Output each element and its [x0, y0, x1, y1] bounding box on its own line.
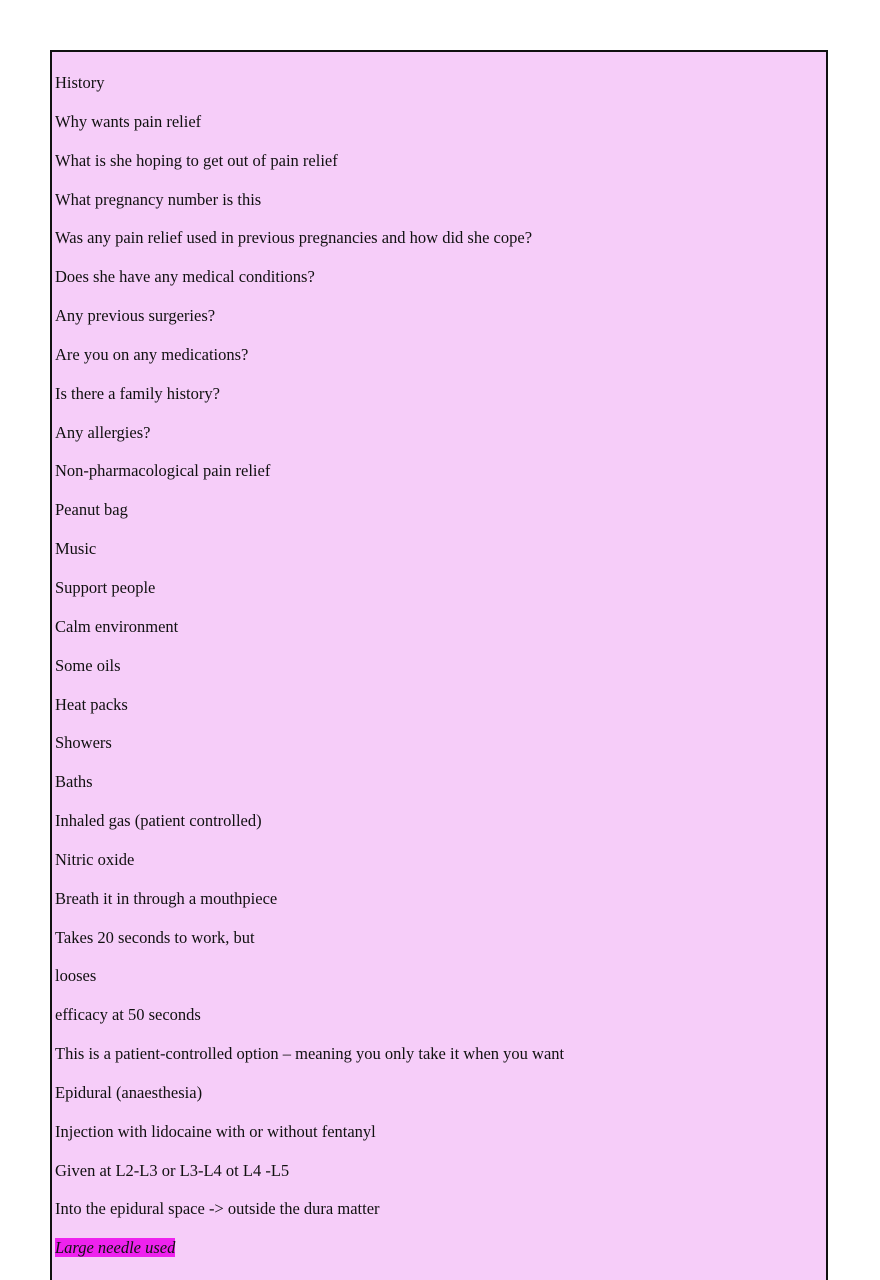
- line-music: Music: [55, 539, 97, 559]
- line-takes-20-seconds: Takes 20 seconds to work, but: [55, 927, 255, 947]
- line-why-wants-pain-relief: Why wants pain relief: [55, 111, 202, 131]
- line-epidural-space: Into the epidural space -> outside the dura matter: [55, 1199, 380, 1219]
- line-medications: Are you on any medications?: [55, 344, 249, 364]
- line-given-at: Given at L2-L3 or L3-L4 ot L4 -L5: [55, 1160, 290, 1180]
- line-nitric-oxide: Nitric oxide: [55, 849, 135, 869]
- line-allergies: Any allergies?: [55, 422, 151, 442]
- line-family-history: Is there a family history?: [55, 383, 220, 403]
- line-peanut-bag: Peanut bag: [55, 500, 128, 520]
- line-non-pharmacological: Non-pharmacological pain relief: [55, 461, 271, 481]
- line-pregnancy-number: What pregnancy number is this: [55, 189, 262, 209]
- line-showers: Showers: [55, 733, 112, 753]
- line-hoping-to-get: What is she hoping to get out of pain relief: [55, 150, 338, 170]
- line-medical-conditions: Does she have any medical conditions?: [55, 267, 315, 287]
- note-lines: [55, 72, 564, 1276]
- line-support-people: Support people: [55, 577, 156, 597]
- line-history: History: [55, 73, 105, 92]
- line-looses: looses: [55, 966, 97, 986]
- highlighted-text: Large needle used: [55, 1238, 176, 1258]
- line-calm-environment: Calm environment: [55, 616, 179, 636]
- line-inhaled-gas: Inhaled gas (patient controlled): [55, 811, 262, 831]
- line-previous-pregnancies: Was any pain relief used in previous pregnancies and how did she cope?: [55, 228, 533, 248]
- line-baths: Baths: [55, 772, 93, 792]
- note-box: [50, 50, 828, 1280]
- line-patient-controlled: This is a patient-controlled option – meaning you only take it when you want: [55, 1044, 565, 1064]
- line-some-oils: Some oils: [55, 655, 121, 675]
- line-previous-surgeries: Any previous surgeries?: [55, 306, 216, 326]
- line-efficacy: efficacy at 50 seconds: [55, 1005, 201, 1025]
- line-large-needle: [55, 1237, 564, 1276]
- line-epidural: Epidural (anaesthesia): [55, 1082, 203, 1102]
- line-injection: Injection with lidocaine with or without fentanyl: [55, 1121, 376, 1141]
- line-mouthpiece: Breath it in through a mouthpiece: [55, 888, 278, 908]
- line-heat-packs: Heat packs: [55, 694, 128, 714]
